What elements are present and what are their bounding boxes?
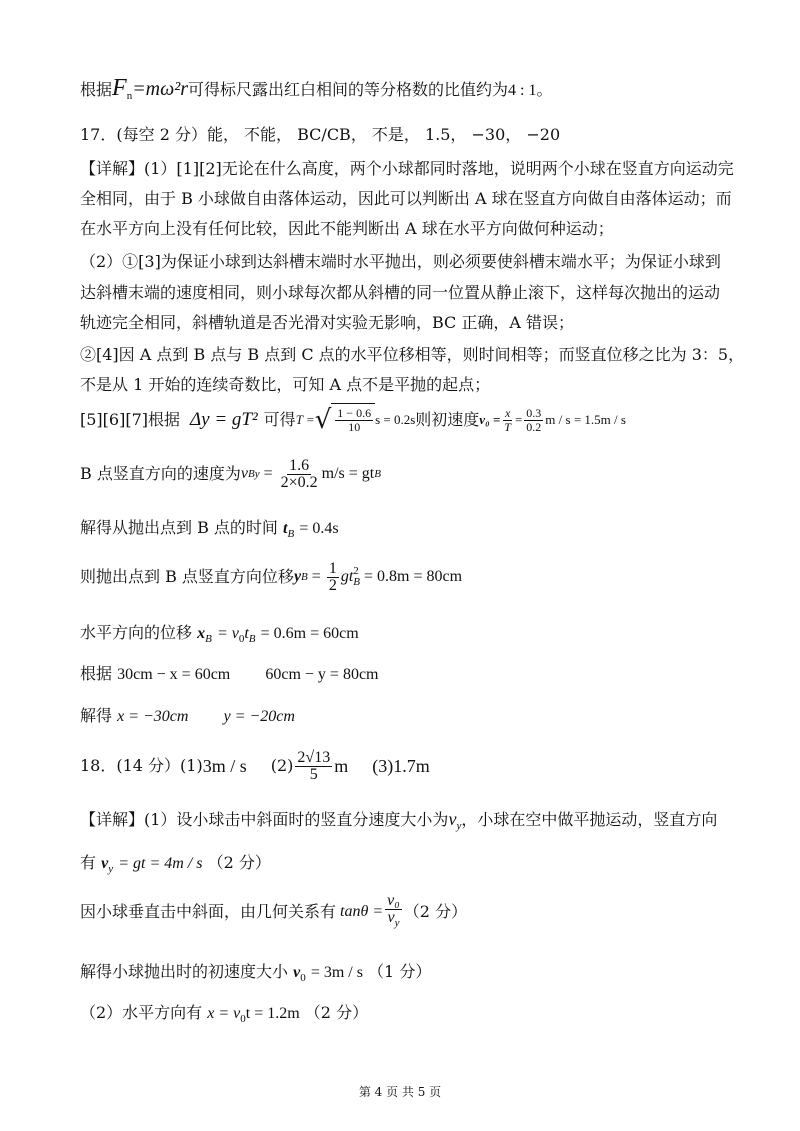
text: （2）水平方向有 (80, 1003, 203, 1022)
formula-v: v (101, 855, 109, 872)
text: 。 (536, 80, 553, 99)
explain-line: 达斜槽末端的速度相同，则小球每次都从斜槽的同一位置从静止滚下，这样每次抛出的运动 (80, 283, 721, 302)
explain-line: 全相同，由于 B 小球做自由落体运动，因此可以判断出 A 球在竖直方向做自由落体运动；而 (80, 189, 732, 208)
frac-den: T (504, 419, 511, 434)
text: 解得从抛出点到 B 点的时间 (80, 518, 278, 537)
text: 18．(14 分）(1) (80, 756, 203, 775)
frac-den: 5 (309, 765, 318, 783)
answer-2-unit: m (334, 756, 349, 776)
frac-den: 2 (328, 576, 337, 594)
formula-tan: tanθ = (340, 903, 384, 920)
text: 水平方向的位移 (80, 623, 193, 642)
eq: = (514, 412, 523, 427)
formula-v: v (448, 809, 457, 829)
sub: y (394, 917, 400, 930)
line-v0 (80, 962, 740, 988)
formula-f: F (112, 75, 127, 101)
sub: B (248, 633, 256, 646)
frac-num: 0.3 (526, 405, 542, 420)
line-T-v0 (80, 398, 740, 442)
formula-x: x (197, 625, 206, 642)
text: 有 (80, 853, 97, 872)
line-result (80, 706, 740, 727)
answer-2-label: (2) (270, 756, 294, 775)
formula-rhs: m/s = gt (321, 465, 375, 482)
explain-line: ②[4]因 A 点到 B 点与 B 点到 C 点的水平位移相等，则时间相等；而竖直位移之比为 3：5， (80, 345, 745, 364)
line-yb (80, 555, 740, 599)
sub: B (287, 528, 295, 541)
sub: 0 (238, 633, 245, 646)
line-tb (80, 518, 740, 544)
q18-explain (80, 809, 740, 836)
formula-gt: gt (340, 568, 354, 585)
frac-num: 1.6 (289, 456, 310, 474)
line-tan (80, 890, 740, 934)
frac-half (327, 561, 339, 594)
frac-den (385, 910, 401, 931)
answer-2-frac (295, 750, 332, 783)
text: ，小球在空中做平抛运动，竖直方向 (461, 810, 718, 829)
result-y: y = −20cm (223, 708, 295, 725)
formula-dy: Δy = gT² (190, 409, 258, 430)
frac-num: x (504, 405, 511, 420)
line-solve (80, 664, 740, 685)
explain-line: 【详解】(1）[1][2]无论在什么高度，两个小球都同时落地，说明两个小球在竖直方向运动完 (80, 159, 734, 178)
sub: B (205, 633, 212, 646)
formula-sub: n (126, 90, 133, 103)
formula-T: T = (295, 412, 315, 427)
text: B 点竖直方向的速度为 (80, 464, 241, 483)
frac-tan (385, 893, 402, 931)
den-v: v (387, 908, 395, 926)
sub: 0 (240, 1013, 246, 1026)
result-x: x = −30cm (117, 708, 189, 725)
frac-num: 1 − 0.6 (337, 406, 372, 420)
equation-1: 30cm − x = 60cm (117, 666, 231, 683)
explain-line: 在水平方向上没有任何比较，因此不能判断出 A 球在水平方向做何种运动； (80, 219, 614, 238)
frac-den: 10 (348, 420, 361, 434)
formula-v0: v₀ = (479, 412, 501, 427)
frac-den: 0.2 (526, 419, 542, 434)
q18-answers (80, 744, 740, 788)
formula-y: y (293, 568, 302, 585)
sub: B (374, 468, 381, 480)
formula-t: t (244, 625, 249, 642)
text: 可得 (263, 410, 296, 429)
sub: By (247, 468, 260, 480)
q17-answers: 17．(每空 2 分）能， 不能， BC/CB， 不是， 1.5， −30， −20 (80, 125, 561, 144)
line-vby (80, 452, 740, 496)
sub: 0 (300, 972, 306, 985)
formula-rhs: =mω²r (132, 78, 189, 100)
equation-2: 60cm − y = 80cm (265, 666, 379, 683)
answer-3: (3)1.7m (372, 756, 430, 776)
formula-t: t (283, 520, 288, 537)
line-vy (80, 853, 740, 879)
line-ratio (80, 75, 740, 106)
text: 则初速度 (415, 410, 480, 429)
formula-v: v (293, 964, 301, 981)
text: 因小球垂直击中斜面，由几何关系有 (80, 902, 337, 921)
text: [5][6][7]根据 (80, 410, 180, 429)
text: 根据 (80, 664, 113, 683)
formula-v: v (240, 465, 248, 482)
text: 可得标尺露出红白相间的等分格数的比值约为 (188, 80, 509, 99)
sqrt-T: √ $\frac{1 - 0.6}{10}$ (315, 403, 375, 437)
ratio-value: 4 : 1 (508, 82, 537, 99)
page-footer: 第 4 页 共 5 页 (358, 1085, 442, 1099)
sub: y (456, 820, 462, 833)
frac-den: 2×0.2 (280, 473, 318, 491)
explain-line: （2）①[3]为保证小球到达斜槽末端时水平抛出，则必须要使斜槽末端水平；为保证小球到 (80, 252, 721, 271)
eq: = (263, 465, 273, 482)
formula-rhs: t = 1.2m (245, 1005, 300, 1022)
formula-x: x = v (207, 1005, 241, 1022)
formula-T-rhs: s = 0.2s (375, 412, 416, 427)
text: 解得 (80, 706, 113, 725)
formula-rhs: = gt = 4m / s (118, 855, 203, 872)
formula-v0-rhs: m / s = 1.5m / s (545, 412, 626, 427)
formula-v: = v (216, 625, 239, 642)
line-xb (80, 623, 740, 649)
eq: = (311, 568, 321, 585)
explain-line: 不是从 1 开始的连续奇数比，可知 A 点不是平抛的起点； (80, 375, 491, 394)
text: （2 分） (304, 1003, 369, 1022)
text: 解得小球抛出时的初速度大小 (80, 962, 289, 981)
formula-rhs: = 0.6m = 60cm (260, 625, 359, 642)
frac-03-02 (524, 407, 543, 434)
frac-num: 2√13 (297, 748, 331, 766)
sub: B (353, 576, 360, 588)
sub-sup (353, 566, 360, 588)
sub: B (301, 571, 308, 583)
text: （2 分） (403, 902, 468, 921)
text: （1 分） (368, 962, 432, 981)
text: （2 分） (207, 853, 271, 872)
explain-line: 轨迹完全相同，斜槽轨道是否光滑对实验无影响，BC 正确，A 错误； (80, 313, 575, 332)
frac-vby (279, 458, 320, 491)
formula-rhs: = 3m / s (310, 964, 363, 981)
formula-rhs: = 0.8m = 80cm (364, 568, 463, 585)
frac-x-T (502, 407, 513, 434)
frac-num: v₀ (387, 891, 400, 909)
line-x (80, 1003, 740, 1029)
text: 根据 (80, 80, 113, 99)
sub: y (108, 863, 114, 876)
frac-num: 1 (328, 559, 337, 577)
formula-rhs: = 0.4s (299, 520, 339, 537)
text: 则抛出点到 B 点竖直方向位移 (80, 567, 294, 586)
text: 【详解】(1）设小球击中斜面时的竖直分速度大小为 (80, 810, 449, 829)
sup: 2 (353, 565, 359, 577)
answer-1: 3m / s (202, 756, 247, 776)
